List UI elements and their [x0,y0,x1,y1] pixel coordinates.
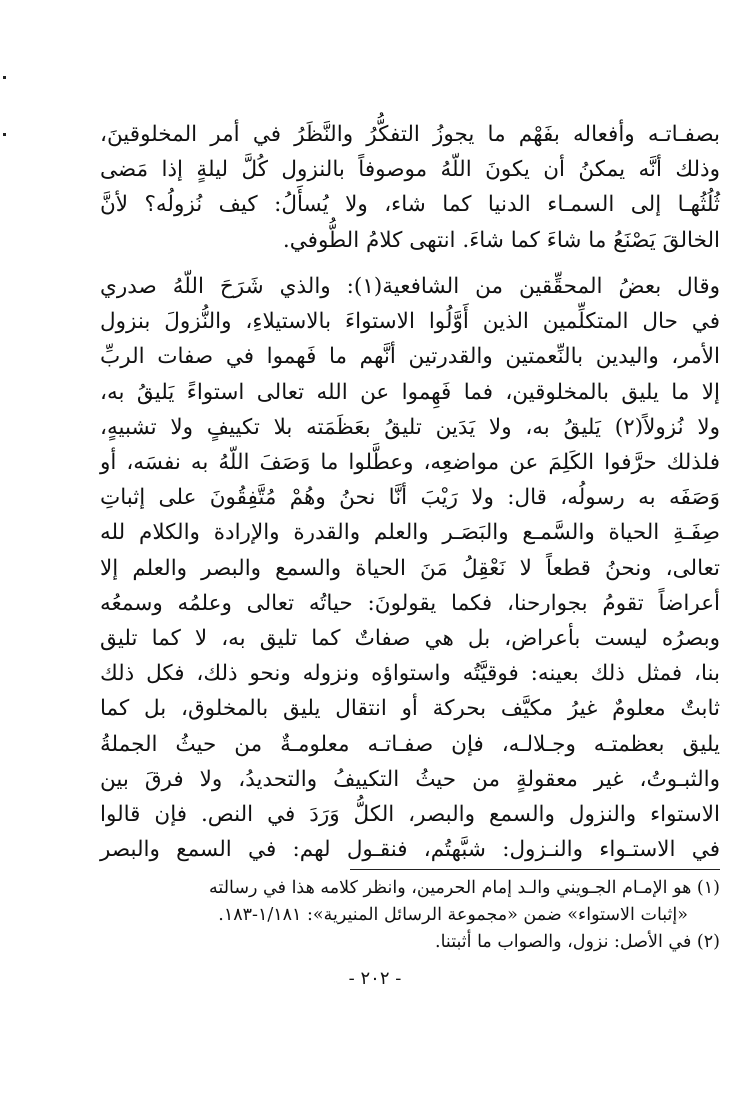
paragraph-continuation [100,117,720,258]
text-line: فلذلك حرَّفوا الكَلِمَ عن مواضعِه، وعطَّلوا ما وَصَفَ اللّهُ به نفسَه، أو [100,450,720,476]
text-line: ولا نُزولاً(٢) يَليقُ به، ولا يَدَين تليقُ بعَظَمَته بلا تكييفٍ ولا تشبيهٍ، [100,414,721,440]
footnotes [100,875,720,956]
margin-dot [3,133,6,136]
text-line: بصفـاتـه وأفعاله بفَهْم ما يجوزُ التفكُّرُ والنَّظَرُ في أمر المخلوقينَ، [100,122,720,147]
text-line: الاستواء والنزول والسمع والبصر، الكلُّ وَرَدَ في النص. فإن قالوا [100,802,720,828]
paragraph-shafii-quote [100,269,720,867]
text-line: صِفَـةِ الحياة والسَّمـع والبَصَـر والعلم والقدرة والإرادة والكلام لله [100,520,720,546]
text-line: بنا، فمثل ذلك بعينه: فوقيَّتُه واستواؤه ونزوله ونحو ذلك، فكل ذلك [100,661,720,687]
text-line: والثبـوتُ، غير معقولةٍ من حيثُ التكييفُ والتحديدُ، ولا فرقَ بين [100,766,720,792]
text-line: الخالقَ يَصْنَعُ ما شاءَ كما شاءَ. انتهى كلامُ الطُّوفي. [282,227,720,253]
text-line: وبصرُه ليست بأعراض، بل هي صفاتٌ كما تليق به، لا كما تليق [100,626,720,652]
footnote-1-continuation: «إثبات الاستواء» ضمن «مجموعة الرسائل المنيرية»: ١/١٨١-١٨٣. [218,905,688,925]
text-line: الأمر، واليدين بالنِّعمتين والقدرتين أنَّهم ما فَهموا في صفات الربِّ [100,344,720,370]
footnote-1: (١) هو الإمـام الجـويني والـد إمام الحرمين، وانظر كلامه هذا في رسالته [209,878,720,898]
margin-dot [3,76,6,79]
text-line: ثابتٌ معلومٌ غيرُ مكيَّف بحركة أو انتقال يليق بالمخلوق، بل كما [100,696,720,722]
page-number: - ٢٠٢ - [348,968,402,989]
text-line: إلا ما يليق بالمخلوقين، فما فَهِموا عن الله تعالى استواءً يَليقُ به، [100,379,720,405]
text-line: وقال بعضُ المحقِّقين من الشافعية(١): والذي شَرَحَ اللّهُ صدري [100,274,721,299]
text-line: يليق بعظمتـه وجـلالـه، فإن صفـاتـه معلومـةٌ من حيثُ الجملةُ [100,731,720,757]
footnote-divider [350,869,720,870]
text-line: في حال المتكلِّمين الذين أَوَّلُوا الاستواءَ بالاستيلاءِ، والنُّزولَ بنزول [100,309,720,335]
text-line: في الاستـواء والنـزول: شبَّهتُم، فنقـول لهم: في السمع والبصر [100,837,720,863]
text-line: تعالى، ونحنُ قطعاً لا نَعْقِلُ مَنَ الحياة والسمع والبصر والعلم إلا [100,555,720,581]
text-line: وذلك أنَّه يمكنُ أن يكونَ اللّهُ موصوفاً بالنزول كُلَّ ليلةٍ إذا مَضى [100,157,720,183]
footnote-2: (٢) في الأصل: نزول، والصواب ما أثبتنا. [435,932,720,952]
text-line: ثُلُثُهـا إلى السمـاء الدنيا كما شاء، ولا يُسأَلُ: كيف نُزولُه؟ لأنَّ [100,192,720,218]
text-line: أعراضاً تقومُ بجوارحنا، فكما يقولونَ: حياتُه تعالى وعلمُه وسمعُه [100,590,720,616]
text-line: وَصَفَه به رسولُه، قال: ولا رَيْبَ أنَّا نحنُ وهُمْ مُتَّفِقُونَ على إثباتِ [100,485,720,511]
